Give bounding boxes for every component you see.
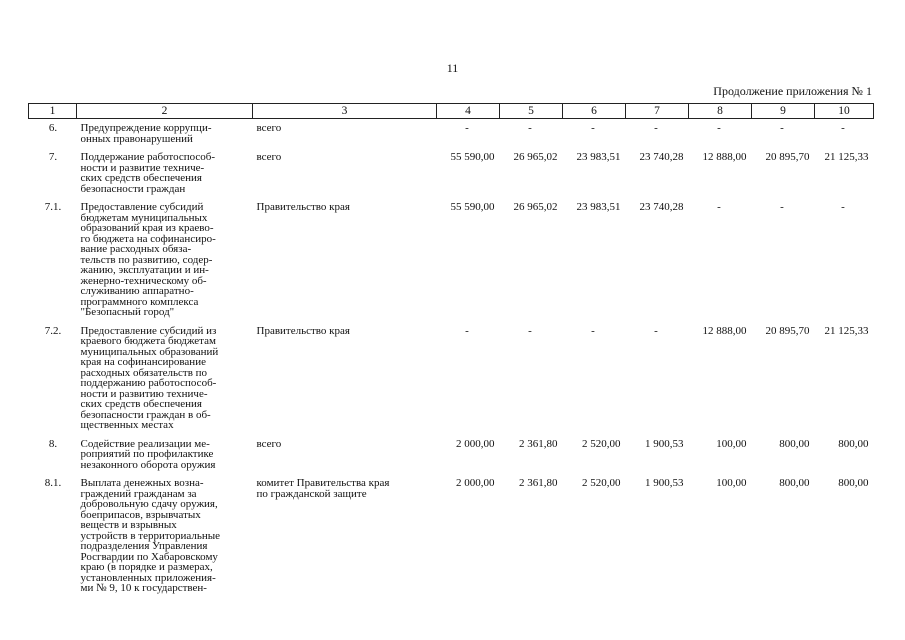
row-value: 1 900,53	[645, 437, 684, 450]
row-name: Выплата денежных возна- граждений гражданам за добровольную сдачу оружия, боеприпасов, взрывчатых веществ и взрывных устройств в территориальные подразделения Управления Росгвардии по Хабаровскому краю (в порядке и размерах, установленных приложения- ми № 9, 10 к государствен-	[80, 477, 221, 594]
budget-table	[28, 103, 874, 598]
row-value: 12 888,00	[702, 324, 747, 337]
column-header: 4	[437, 104, 500, 119]
row-value: -	[780, 122, 784, 134]
row-name: Содействие реализации ме- роприятий по профилактике незаконного оборота оружия	[80, 437, 216, 471]
row-value: 20 895,70	[765, 151, 810, 163]
table-row	[29, 435, 874, 475]
row-value: -	[841, 201, 845, 213]
row-value: 12 888,00	[702, 151, 747, 163]
row-value: 23 740,28	[639, 201, 684, 213]
header-row	[29, 104, 874, 119]
row-value: 100,00	[716, 477, 747, 489]
row-executor: всего	[256, 122, 282, 134]
column-header: 6	[563, 104, 626, 119]
column-header: 5	[500, 104, 563, 119]
row-value: 800,00	[779, 477, 810, 489]
row-value: 55 590,00	[450, 151, 495, 163]
row-value: 26 965,02	[513, 151, 558, 163]
page-number: 11	[446, 61, 459, 75]
column-header: 8	[689, 104, 752, 119]
continuation-label: Продолжение приложения № 1	[713, 84, 872, 98]
column-header: 3	[253, 104, 437, 119]
row-executor: Правительство края	[256, 201, 350, 213]
row-value: -	[654, 122, 658, 134]
row-name: Предупреждение коррупци- онных правонарушений	[80, 122, 212, 145]
column-header: 1	[29, 104, 77, 119]
row-value: -	[717, 122, 721, 134]
row-number: 7.	[48, 151, 58, 163]
row-value: 800,00	[838, 477, 869, 489]
table-row	[29, 148, 874, 198]
table-row	[29, 198, 874, 322]
row-value: 800,00	[838, 437, 869, 450]
row-executor: комитет Правительства края по гражданской защите	[256, 477, 390, 500]
row-value: 2 520,00	[582, 437, 621, 450]
table-row	[29, 322, 874, 435]
row-executor: всего	[256, 151, 282, 163]
row-value: -	[528, 324, 532, 337]
row-value: 2 361,80	[519, 477, 558, 489]
row-value: -	[465, 122, 469, 134]
row-executor: всего	[256, 437, 282, 450]
row-value: -	[841, 122, 845, 134]
row-name: Предоставление субсидий из краевого бюджета бюджетам муниципальных образований края на софинансирование расходных обязательств по поддержанию работоспособ- ности и развитию техниче- ских средств обеспечения безопасности граждан в об- щественных местах	[80, 324, 219, 431]
row-value: 23 983,51	[576, 151, 621, 163]
row-value: -	[591, 324, 595, 337]
row-name: Предоставление субсидий бюджетам муниципальных образований края из краево- го бюджета на софинансиро- вание расходных обяза- тельств по развитию, содер- жанию, эксплуатации и ин- женерно-техническому об- служиванию аппаратно- программного комплекса "Безопасный город"	[80, 201, 216, 318]
row-value: -	[465, 324, 469, 337]
row-value: 26 965,02	[513, 201, 558, 213]
row-value: 2 520,00	[582, 477, 621, 489]
column-header: 10	[815, 104, 874, 119]
row-value: 2 000,00	[456, 477, 495, 489]
row-value: 2 361,80	[519, 437, 558, 450]
row-number: 7.1.	[44, 201, 62, 213]
row-name: Поддержание работоспособ- ности и развитие техниче- ских средств обеспечения безопасности граждан	[80, 151, 216, 195]
table-row	[29, 119, 874, 149]
row-value: 20 895,70	[765, 324, 810, 337]
row-value: 21 125,33	[824, 151, 869, 163]
column-header: 9	[752, 104, 815, 119]
row-value: -	[717, 201, 721, 213]
row-executor: Правительство края	[256, 324, 350, 337]
row-value: 21 125,33	[824, 324, 869, 337]
row-number: 6.	[48, 122, 58, 134]
table-row	[29, 474, 874, 598]
row-number: 8.1.	[44, 477, 62, 489]
row-value: -	[528, 122, 532, 134]
row-value: 23 983,51	[576, 201, 621, 213]
column-header: 7	[626, 104, 689, 119]
row-value: 23 740,28	[639, 151, 684, 163]
row-number: 7.2.	[44, 324, 62, 337]
row-value: 1 900,53	[645, 477, 684, 489]
row-value: 100,00	[716, 437, 747, 450]
row-value: -	[591, 122, 595, 134]
row-value: 800,00	[779, 437, 810, 450]
row-value: -	[654, 324, 658, 337]
column-header: 2	[77, 104, 253, 119]
row-number: 8.	[48, 437, 58, 450]
row-value: -	[780, 201, 784, 213]
row-value: 55 590,00	[450, 201, 495, 213]
row-value: 2 000,00	[456, 437, 495, 450]
